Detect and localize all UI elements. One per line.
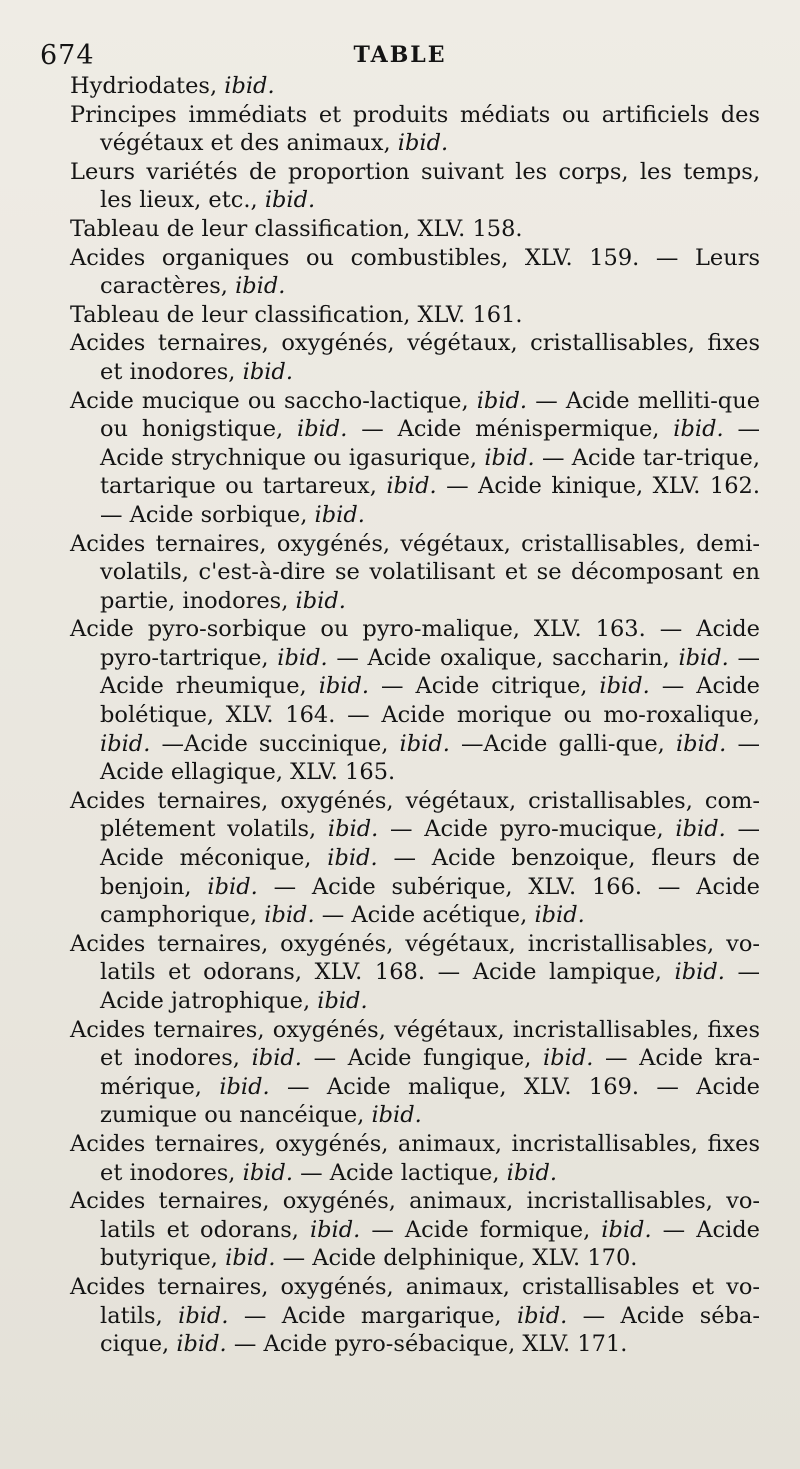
- index-entry: [70, 930, 760, 1016]
- ibid-reference: ibid.: [178, 1302, 229, 1329]
- entry-text: — Acide butyrique,: [100, 1216, 760, 1272]
- ibid-reference: ibid.: [327, 816, 379, 843]
- ibid-reference: ibid.: [219, 1073, 270, 1100]
- index-entry: [70, 158, 760, 215]
- ibid-reference: ibid.: [264, 187, 316, 214]
- entry-text: — Acide fungique,: [301, 1045, 544, 1072]
- ibid-reference: ibid.: [100, 730, 151, 757]
- ibid-reference: ibid.: [225, 1245, 276, 1272]
- index-entry: [70, 1016, 760, 1130]
- ibid-reference: ibid.: [235, 273, 286, 300]
- ibid-reference: ibid.: [207, 873, 258, 900]
- entry-text: — Acide pyro-sébacique, XLV. 171.: [226, 1331, 628, 1358]
- ibid-reference: ibid.: [678, 644, 729, 671]
- ibid-reference: ibid.: [601, 1216, 652, 1243]
- ibid-reference: ibid.: [484, 444, 535, 471]
- ibid-reference: ibid.: [318, 673, 370, 700]
- entry-text: — Acide oxalique, saccharin,: [327, 644, 679, 671]
- entry-text: Tableau de leur classification, XLV. 158.: [70, 215, 523, 242]
- entry-text: Acides ternaires, oxygénés, animaux, cristallisables et vo-latils,: [70, 1273, 760, 1329]
- entry-text: — Acide melliti-que ou honigstique,: [100, 387, 761, 443]
- index-entry: [70, 615, 760, 787]
- page-number: 674: [40, 40, 95, 71]
- entry-text: — Acide séba-cique,: [100, 1302, 760, 1358]
- ibid-reference: ibid.: [399, 730, 450, 757]
- ibid-reference: ibid.: [371, 1102, 422, 1129]
- ibid-reference: ibid.: [516, 1302, 568, 1329]
- index-entry: [70, 329, 760, 386]
- entry-text: Acides ternaires, oxygénés, végétaux, incristallisables, fixes et inodores,: [70, 1016, 760, 1072]
- index-entry: [70, 787, 760, 930]
- entry-text: — Acide rheumique,: [100, 644, 760, 700]
- entry-text: — Acide delphinique, XLV. 170.: [275, 1245, 638, 1272]
- entry-text: — Acide kra-mérique,: [100, 1045, 760, 1100]
- index-entry: [70, 101, 760, 158]
- entry-text: Acides ternaires, oxygénés, animaux, incristallisables, vo-latils et odorans,: [70, 1188, 760, 1243]
- entry-text: Acides ternaires, oxygénés, végétaux, cristallisables, demi-volatils, c'est-à-dire se volatilisant et se décomposant en partie, inodores,: [70, 530, 760, 614]
- ibid-reference: ibid.: [476, 387, 528, 414]
- entry-text: Acides ternaires, oxygénés, animaux, incristallisables, fixes et inodores,: [70, 1130, 760, 1186]
- ibid-reference: ibid.: [386, 473, 437, 500]
- ibid-reference: ibid.: [397, 130, 449, 157]
- ibid-reference: ibid.: [242, 358, 293, 385]
- entry-text: — Acide margarique,: [228, 1302, 517, 1329]
- index-entry: [70, 387, 760, 530]
- entry-text: Principes immédiats et produits médiats ou artificiels des végétaux et des animaux,: [70, 101, 760, 157]
- ibid-reference: ibid.: [534, 902, 585, 929]
- entry-text: — Acide malique, XLV. 169. — Acide zumique ou nancéique,: [100, 1073, 760, 1129]
- entry-text: — Acide benzoique, fleurs de benjoin,: [100, 845, 761, 900]
- entry-text: — Acide citrique,: [369, 673, 600, 700]
- entry-text: — Acide formique,: [360, 1216, 602, 1243]
- ibid-reference: ibid.: [297, 416, 348, 443]
- entry-text: — Acide bolétique, XLV. 164. — Acide morique ou mo-roxalique,: [100, 673, 760, 729]
- ibid-reference: ibid.: [317, 988, 368, 1014]
- entry-text: — Acide lactique,: [292, 1159, 507, 1186]
- entry-text: —Acide succinique,: [150, 730, 400, 757]
- running-title: TABLE: [353, 42, 447, 68]
- entry-text: Acides ternaires, oxygénés, végétaux, cristallisables, com-plétement volatils,: [70, 787, 760, 843]
- entry-text: Acides organiques ou combustibles, XLV. 159. — Leurs caractères,: [70, 244, 760, 300]
- entry-text: — Acide tar-trique, tartarique ou tartareux,: [100, 444, 761, 500]
- ibid-reference: ibid.: [251, 1045, 302, 1072]
- index-entry: [70, 244, 760, 301]
- index-entry: [70, 1130, 760, 1187]
- entry-text: — Acide kinique, XLV. 162. — Acide sorbique,: [100, 473, 760, 528]
- ibid-reference: ibid.: [309, 1216, 361, 1243]
- entry-text: — Acide acétique,: [314, 902, 535, 929]
- ibid-reference: ibid.: [295, 587, 346, 614]
- index-entry: [70, 215, 760, 244]
- ibid-reference: ibid.: [506, 1159, 558, 1186]
- ibid-reference: ibid.: [277, 644, 328, 671]
- entry-text: Tableau de leur classification, XLV. 161.: [70, 301, 523, 328]
- entry-text: — Acide méconique,: [100, 816, 761, 872]
- index-entry: [70, 1187, 760, 1273]
- entry-text: — Acide ellagique, XLV. 165.: [100, 730, 760, 786]
- entry-text: — Acide ménispermique,: [347, 416, 674, 443]
- ibid-reference: ibid.: [675, 730, 727, 757]
- index-entry: [70, 72, 760, 101]
- ibid-reference: ibid.: [543, 1045, 594, 1072]
- entry-text: Acides ternaires, oxygénés, végétaux, incristallisables, vo-latils et odorans, XLV. 168. — Acide lampique,: [70, 930, 760, 986]
- index-entries: [70, 72, 760, 1359]
- entry-text: Acides ternaires, oxygénés, végétaux, cristallisables, fixes et inodores,: [70, 330, 760, 385]
- entry-text: —Acide galli-que,: [449, 730, 676, 757]
- ibid-reference: ibid.: [176, 1331, 227, 1358]
- ibid-reference: ibid.: [599, 673, 650, 700]
- entry-text: — Acide subérique, XLV. 166. — Acide camphorique,: [100, 873, 760, 929]
- ibid-reference: ibid.: [242, 1159, 293, 1186]
- entry-text: Hydriodates,: [70, 73, 225, 99]
- entry-text: Leurs variétés de proportion suivant les corps, les temps, les lieux, etc.,: [70, 158, 760, 214]
- ibid-reference: ibid.: [674, 959, 725, 986]
- ibid-reference: ibid.: [314, 501, 365, 528]
- index-entry: [70, 530, 760, 616]
- index-entry: [70, 301, 760, 330]
- entry-text: — Acide jatrophique,: [100, 959, 760, 1014]
- ibid-reference: ibid.: [673, 416, 724, 443]
- entry-text: — Acide pyro-mucique,: [378, 816, 676, 843]
- entry-text: Acide mucique ou saccho-lactique,: [70, 387, 477, 414]
- entry-text: — Acide strychnique ou igasurique,: [100, 416, 761, 471]
- ibid-reference: ibid.: [224, 73, 275, 99]
- ibid-reference: ibid.: [675, 816, 726, 843]
- ibid-reference: ibid.: [264, 902, 315, 929]
- ibid-reference: ibid.: [327, 845, 378, 872]
- index-entry: [70, 1273, 760, 1359]
- entry-text: Acide pyro-sorbique ou pyro-malique, XLV. 163. — Acide pyro-tartrique,: [70, 616, 760, 671]
